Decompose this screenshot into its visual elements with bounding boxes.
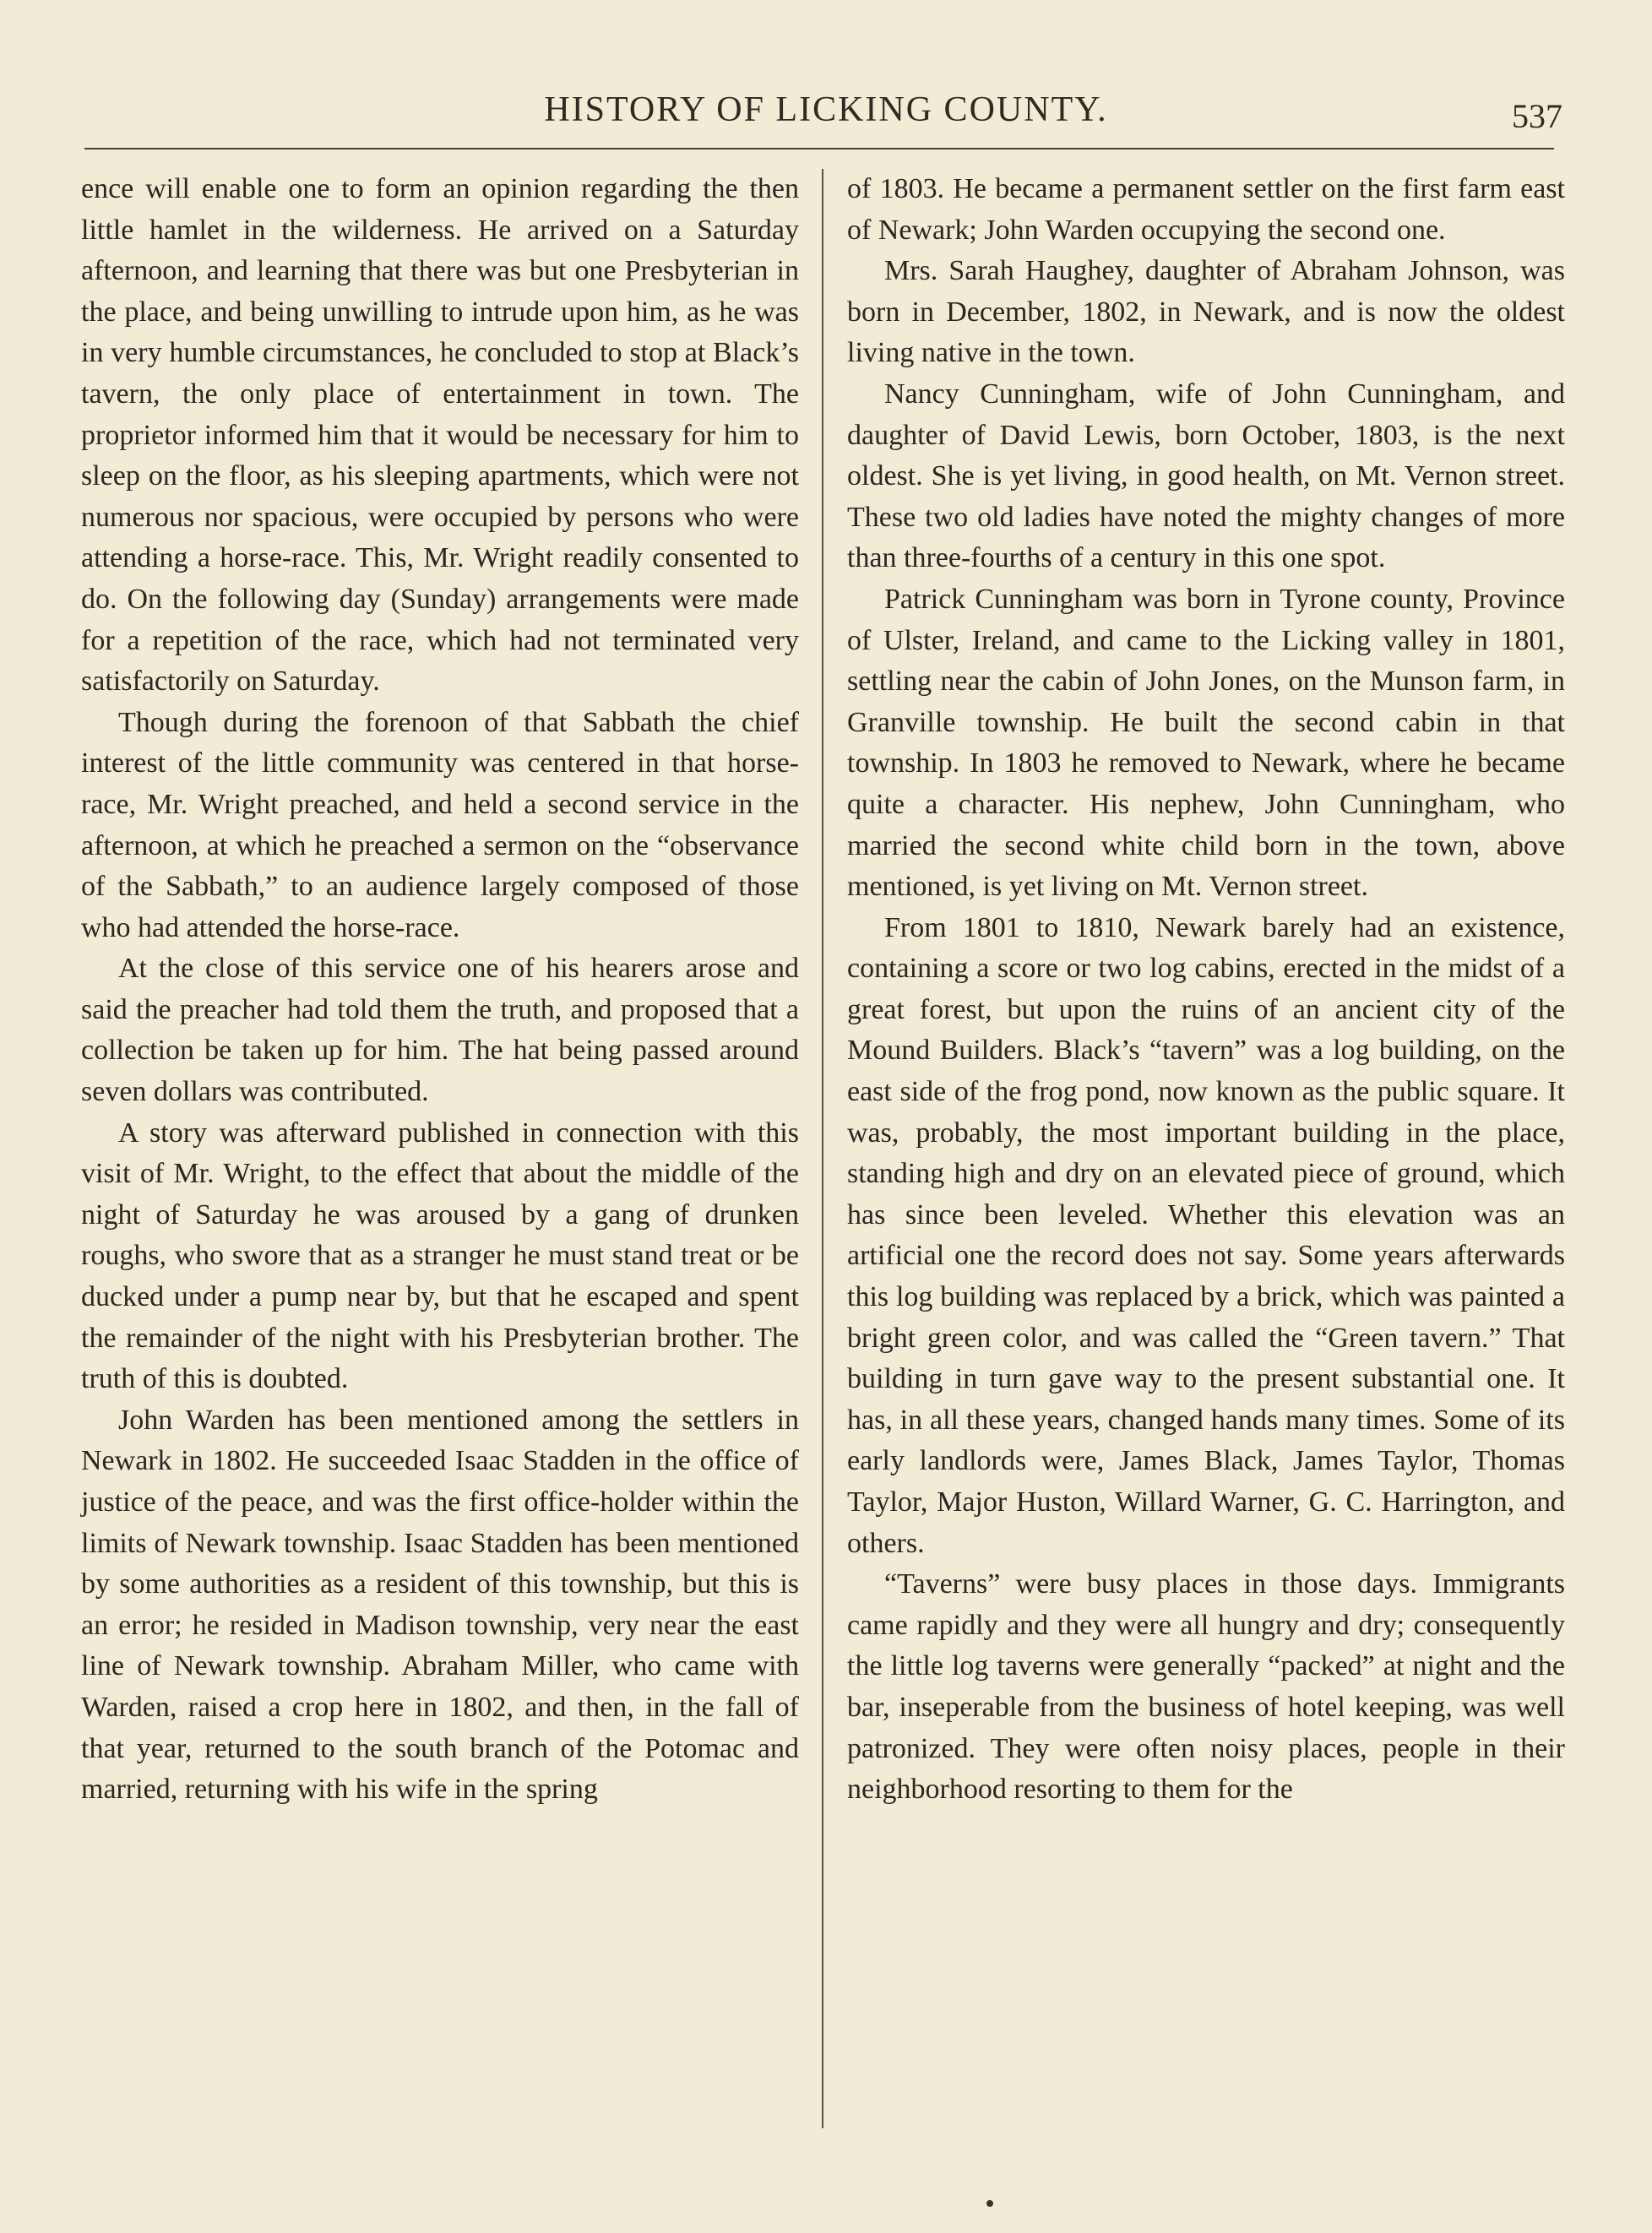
paragraph: At the close of this service one of his hearers arose and said the preacher had told them the truth, and proposed that a collection be taken up for him. The hat being passed around seven dollars was contributed.	[81, 953, 799, 1108]
page-number: 537	[1512, 97, 1562, 135]
paragraph: John Warden has been mentioned among the settlers in Newark in 1802. He succeeded Isaac Stadden in the office of justice of the peace, and was the first office-holder within the limits of Newark township. Isaac Stadden has been mentioned by some authorities as a resident of this township, but this is an error; he resided in Madison township, very near the east line of Newark township. Abraham Miller, who came with Warden, raised a crop here in 1802, and then, in the fall of that year, returned to the south branch of the Potomac and married, returning with his wife in the spring	[81, 1404, 799, 1806]
running-head	[0, 84, 1652, 135]
paragraph: of 1803. He became a permanent settler on the first farm east of Newark; John Warden occupying the second one.	[847, 173, 1565, 246]
paragraph: A story was afterward published in connection with this visit of Mr. Wright, to the effect that about the middle of the night of Saturday he was aroused by a gang of drunken roughs, who swore that as a stranger he must stand treat or be ducked under a pump near by, but that he escaped and spent the remainder of the night with his Presbyterian brother. The truth of this is doubted.	[81, 1116, 799, 1395]
paragraph: Patrick Cunningham was born in Tyrone county, Province of Ulster, Ireland, and came to the Licking valley in 1801, settling near the cabin of John Jones, on the Munson farm, in Granville township. He built the second cabin in that township. In 1803 he removed to Newark, where he became quite a character. His nephew, John Cunningham, who married the second white child born in the town, above mentioned, is yet living on Mt. Vernon street.	[847, 583, 1565, 903]
paragraph: “Taverns” were busy places in those days. Immigrants came rapidly and they were all hungry and dry; consequently the little log taverns were generally “packed” at night and the bar, inseperable from the business of hotel keeping, was well patronized. They were often noisy places, people in their neighborhood resorting to them for the	[847, 1568, 1565, 1806]
header-rule	[84, 148, 1554, 149]
paragraph: Mrs. Sarah Haughey, daughter of Abraham Johnson, was born in December, 1802, in Newark, and is now the oldest living native in the town.	[847, 255, 1565, 369]
column-divider	[822, 169, 823, 2128]
paragraph: Nancy Cunningham, wife of John Cunningham, and daughter of David Lewis, born October, 1803, is the next oldest. She is yet living, in good health, on Mt. Vernon street. These two old ladies have noted the mighty changes of more than three-fourths of a century in this one spot.	[847, 378, 1565, 574]
right-column	[847, 169, 1565, 1811]
paragraph: Though during the forenoon of that Sabbath the chief interest of the little community was centered in that horse-race, Mr. Wright preached, and held a second service in the afternoon, at which he preached a sermon on the “observance of the Sabbath,” to an audience largely composed of those who had attended the horse-race.	[81, 706, 799, 943]
running-title: HISTORY OF LICKING COUNTY.	[544, 90, 1108, 129]
paragraph: ence will enable one to form an opinion regarding the then little hamlet in the wilderness. He arrived on a Saturday afternoon, and learning that there was but one Presbyterian in the place, and being unwilling to intrude upon him, as he was in very humble circumstances, he concluded to stop at Black’s tavern, the only place of entertainment in town. The proprietor informed him that it would be necessary for him to sleep on the floor, as his sleeping apartments, which were not numerous nor spacious, were occupied by persons who were attending a horse-race. This, Mr. Wright readily consented to do. On the following day (Sunday) arrangements were made for a repetition of the race, which had not terminated very satisfactorily on Saturday.	[81, 173, 799, 698]
left-column	[81, 169, 799, 1811]
footer-dot	[986, 2200, 993, 2207]
paragraph: From 1801 to 1810, Newark barely had an existence, containing a score or two log cabins, erected in the midst of a great forest, but upon the ruins of an ancient city of the Mound Builders. Black’s “tavern” was a log building, on the east side of the frog pond, now known as the public square. It was, probably, the most important building in the place, standing high and dry on an elevated piece of ground, which has since been leveled. Whether this elevation was an artificial one the record does not say. Some years afterwards this log building was replaced by a brick, which was painted a bright green color, and was called the “Green tavern.” That building in turn gave way to the present substantial one. It has, in all these years, changed hands many times. Some of its early landlords were, James Black, James Taylor, Thomas Taylor, Major Huston, Willard Warner, G. C. Harrington, and others.	[847, 911, 1565, 1559]
